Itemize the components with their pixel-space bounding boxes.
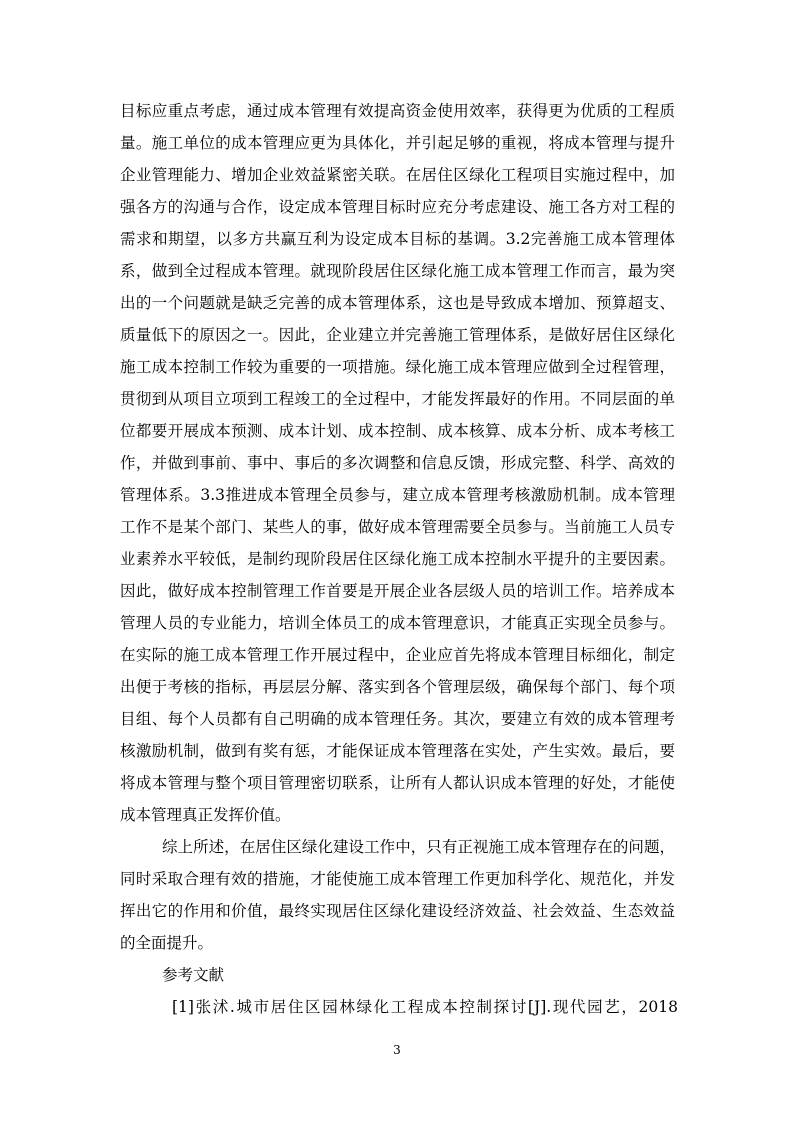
paragraph-line: 目组、每个人员都有自己明确的成本管理任务。其次，要建立有效的成本管理考 xyxy=(120,710,675,728)
paragraph-line: 综上所述，在居住区绿化建设工作中，只有正视施工成本管理存在的问题， xyxy=(162,838,675,856)
paragraph-line: 质量低下的原因之一。因此，企业建立并完善施工管理体系，是做好居住区绿化 xyxy=(120,326,675,344)
paragraph-line: 系，做到全过程成本管理。就现阶段居住区绿化施工成本管理工作而言，最为突 xyxy=(120,262,675,280)
paragraph-line: 位都要开展成本预测、成本计划、成本控制、成本核算、成本分析、成本考核工 xyxy=(120,422,675,440)
paragraph-line: 将成本管理与整个项目管理密切联系，让所有人都认识成本管理的好处，才能使 xyxy=(120,774,675,792)
paragraph-line: 作，并做到事前、事中、事后的多次调整和信息反馈，形成完整、科学、高效的 xyxy=(120,454,675,472)
paragraph-line: 因此，做好成本控制管理工作首要是开展企业各层级人员的培训工作。培养成本 xyxy=(120,582,675,600)
paragraph-line: 同时采取合理有效的措施，才能使施工成本管理工作更加科学化、规范化，并发 xyxy=(120,870,675,888)
paragraph-line: 工作不是某个部门、某些人的事，做好成本管理需要全员参与。当前施工人员专 xyxy=(120,518,675,536)
paragraph-line: 量。施工单位的成本管理应更为具体化，并引起足够的重视，将成本管理与提升 xyxy=(120,134,675,152)
paragraph-line: 需求和期望，以多方共赢互利为设定成本目标的基调。3.2完善施工成本管理体 xyxy=(120,230,675,248)
paragraph-line: 施工成本控制工作较为重要的一项措施。绿化施工成本管理应做到全过程管理， xyxy=(120,358,675,376)
paragraph-line: 业素养水平较低，是制约现阶段居住区绿化施工成本控制水平提升的主要因素。 xyxy=(120,550,675,568)
page-number: 3 xyxy=(393,1043,401,1057)
paragraph-line: 贯彻到从项目立项到工程竣工的全过程中，才能发挥最好的作用。不同层面的单 xyxy=(120,390,675,408)
reference-item: [1]张沭.城市居住区园林绿化工程成本控制探讨[J].现代园艺，2018 xyxy=(172,998,678,1016)
paragraph-line: 在实际的施工成本管理工作开展过程中，企业应首先将成本管理目标细化，制定 xyxy=(120,646,675,664)
paragraph-line: 的全面提升。 xyxy=(120,934,214,952)
paragraph-line: 管理体系。3.3推进成本管理全员参与，建立成本管理考核激励机制。成本管理 xyxy=(120,486,675,504)
paragraph-line: 企业管理能力、增加企业效益紧密关联。在居住区绿化工程项目实施过程中，加 xyxy=(120,166,675,184)
paragraph-line: 强各方的沟通与合作，设定成本管理目标时应充分考虑建设、施工各方对工程的 xyxy=(120,198,675,216)
paragraph-line: 挥出它的作用和价值，最终实现居住区绿化建设经济效益、社会效益、生态效益 xyxy=(120,902,675,920)
paragraph-line: 出便于考核的指标，再层层分解、落实到各个管理层级，确保每个部门、每个项 xyxy=(120,678,675,696)
paragraph-line: 出的一个问题就是缺乏完善的成本管理体系，这也是导致成本增加、预算超支、 xyxy=(120,294,675,312)
paragraph-line: 目标应重点考虑，通过成本管理有效提高资金使用效率，获得更为优质的工程质 xyxy=(120,102,675,120)
paragraph-line: 成本管理真正发挥价值。 xyxy=(120,806,291,824)
paragraph-line: 管理人员的专业能力，培训全体员工的成本管理意识，才能真正实现全员参与。 xyxy=(120,614,675,632)
references-heading: 参考文献 xyxy=(162,966,225,984)
paragraph-line: 核激励机制，做到有奖有惩，才能保证成本管理落在实处，产生实效。最后，要 xyxy=(120,742,675,760)
